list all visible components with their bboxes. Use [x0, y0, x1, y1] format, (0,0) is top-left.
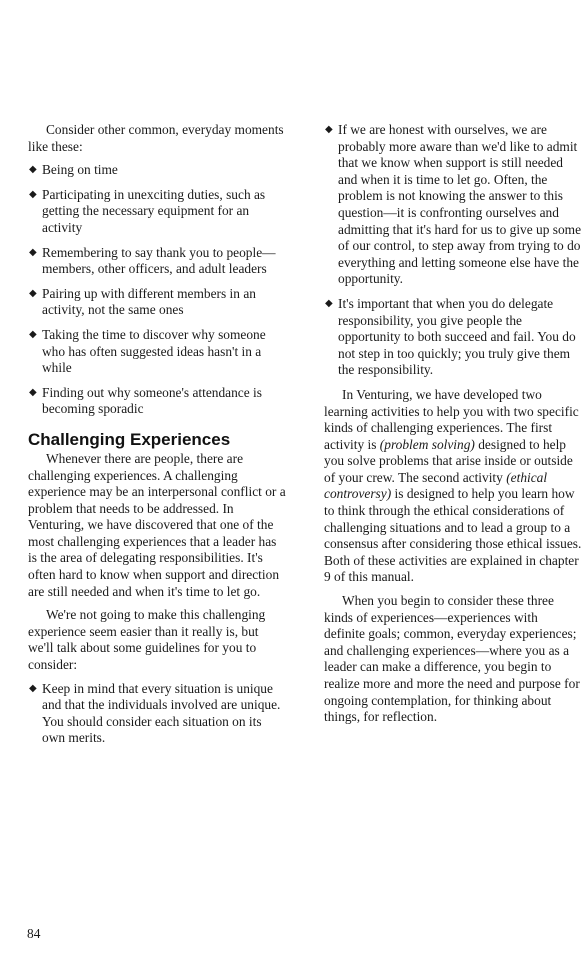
text-run: In Venturing, we have developed two learning activities to help you with two specific kinds of challenging experiences. The first activity is	[324, 386, 579, 452]
list-item-text: Keep in mind that every situation is unique and that the individuals involved are unique. You should consider each situation on its own merits.	[42, 680, 281, 746]
diamond-bullet-icon: ◆	[29, 287, 37, 299]
list-item-text: Being on time	[42, 162, 118, 178]
diamond-bullet-icon: ◆	[29, 246, 37, 258]
list-item-text: Taking the time to discover why someone who has often suggested ideas hasn't in a while	[42, 326, 266, 376]
list-item	[324, 122, 582, 288]
intro-paragraph: Consider other common, everyday moments like these:	[28, 122, 284, 154]
text-run: designed to help you solve problems that arise inside or outside of your crew. The second activity	[324, 436, 573, 485]
diamond-bullet-icon: ◆	[325, 124, 333, 135]
right-column	[324, 122, 582, 726]
list-item-text: Remembering to say thank you to people—members, other officers, and adult leaders	[42, 244, 276, 277]
body-paragraph: When you begin to consider these three kinds of experiences—experiences with definite goals; common, everyday experiences; and challenging experiences—where you as a leader can make a difference, you begin to realize more and more the need and purpose for ongoing contemplation, for thinking about things, for reflection.	[324, 593, 580, 725]
list-item	[28, 385, 286, 418]
italic-term: (ethical controversy)	[324, 469, 548, 502]
diamond-bullet-icon: ◆	[325, 297, 333, 309]
body-paragraph: Whenever there are people, there are challenging experiences. A challenging experience may be an interpersonal conflict or a problem that needs to be addressed. In Venturing, we have discovered that one of the most challenging experiences that a leader has is the area of delegating responsibilities. It's often hard to know when support and direction are still needed and when it's time to let go.	[28, 450, 286, 599]
list-item	[28, 245, 286, 278]
list-item-text: Finding out why someone's attendance is becoming sporadic	[42, 384, 262, 417]
diamond-bullet-icon: ◆	[29, 164, 37, 176]
list-item-text: It's important that when you do delegate responsibility, you give people the opportunity to both succeed and fail. You do not step in too quickly; you truly give them the responsibility.	[338, 295, 576, 378]
diamond-bullet-icon: ◆	[29, 328, 37, 340]
diamond-bullet-icon: ◆	[29, 188, 37, 200]
diamond-bullet-icon: ◆	[29, 386, 37, 398]
body-paragraph: We're not going to make this challenging experience seem easier than it really is, but we'll talk about some guidelines for you to consider:	[28, 607, 266, 673]
everyday-moments-list	[28, 162, 286, 418]
page-number: 84	[27, 926, 41, 941]
guidelines-list-continued	[324, 122, 582, 379]
list-item	[324, 296, 582, 379]
text-run: is designed to help you learn how to think through the ethical considerations of challenging situations and to lead a group to a consensus after considering those ethical issues. Both of these activities are explained in chapter 9 of this manual.	[324, 486, 582, 585]
list-item	[28, 286, 286, 319]
diamond-bullet-icon: ◆	[29, 682, 37, 694]
list-item	[28, 327, 286, 377]
list-item-text: Participating in unexciting duties, such as getting the necessary equipment for an activity	[42, 186, 266, 235]
list-item-text: Pairing up with different members in an activity, not the same ones	[42, 285, 256, 318]
left-column	[28, 122, 286, 755]
list-item	[28, 681, 286, 747]
guidelines-list	[28, 681, 286, 747]
list-item-text: If we are honest with ourselves, we are probably more aware than we'd like to admit that we know when support is still needed and when it is time to let go. Often, the problem is not knowing the answer to this question—it is confronting ourselves and admitting that it's hard for us to give up some of our control, to step away from trying to do everything and letting someone else have the opportunity.	[338, 122, 582, 287]
list-item	[28, 187, 286, 237]
list-item	[28, 162, 286, 179]
italic-term: (problem solving)	[379, 436, 475, 452]
section-heading: Challenging Experiences	[28, 429, 231, 449]
body-paragraph	[324, 387, 582, 586]
